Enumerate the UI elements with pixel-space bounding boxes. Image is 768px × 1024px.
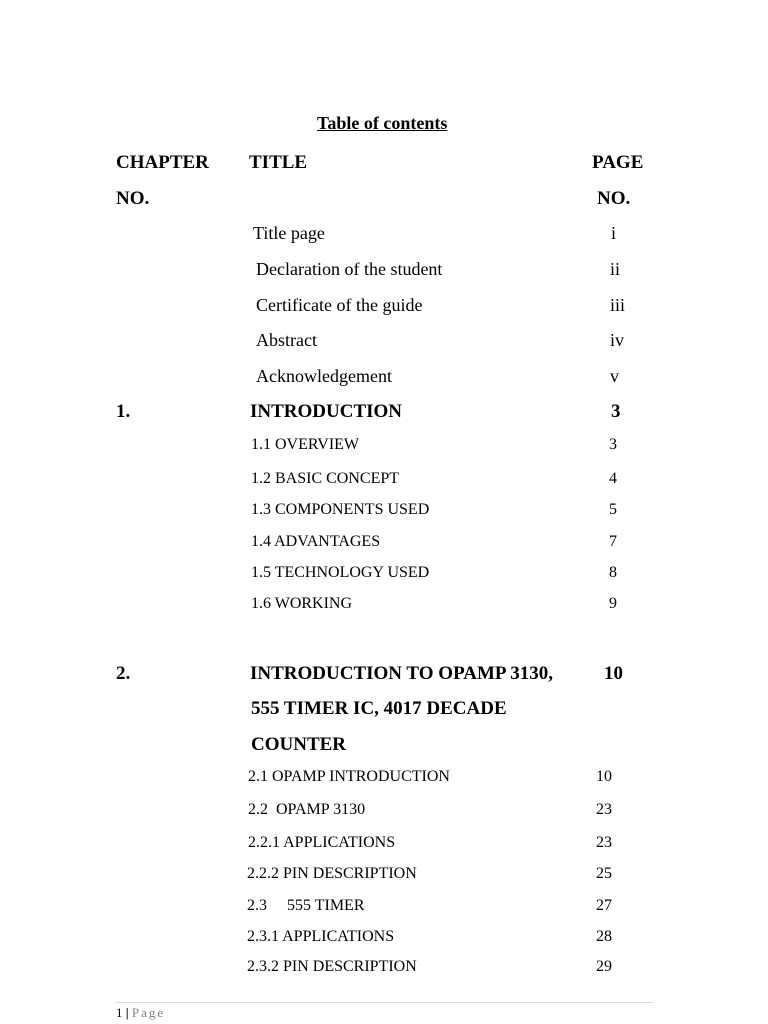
front-matter-page: iii xyxy=(610,295,626,315)
header-title: TITLE xyxy=(249,152,308,173)
section-title: 2.2.1 APPLICATIONS xyxy=(248,834,396,851)
section-page: 9 xyxy=(609,595,617,612)
chapter-title: INTRODUCTION xyxy=(250,401,403,422)
toc-title: Table of contents xyxy=(317,113,448,133)
footer-page-label: Page xyxy=(131,1005,166,1020)
section-page: 5 xyxy=(609,501,617,518)
footer-separator: | xyxy=(125,1005,129,1020)
chapter-number: 2. xyxy=(116,663,131,684)
chapter-page: 3 xyxy=(611,401,621,422)
front-matter-title: Title page xyxy=(253,223,325,243)
chapter-title-line: INTRODUCTION TO OPAMP 3130, xyxy=(250,663,553,684)
front-matter-page: ii xyxy=(610,259,621,279)
section-page: 7 xyxy=(609,533,617,550)
header-chapter-line2: NO. xyxy=(116,188,150,209)
section-page: 25 xyxy=(596,865,612,882)
section-title: 2.3 555 TIMER xyxy=(247,897,365,914)
front-matter-title: Acknowledgement xyxy=(256,366,392,386)
chapter-title-line: 555 TIMER IC, 4017 DECADE xyxy=(251,698,507,719)
header-page-line2: NO. xyxy=(597,188,631,209)
section-title: 2.3.2 PIN DESCRIPTION xyxy=(247,958,417,975)
front-matter-title: Certificate of the guide xyxy=(256,295,423,315)
section-page: 29 xyxy=(596,958,612,975)
section-title: 1.1 OVERVIEW xyxy=(251,436,360,453)
section-page: 28 xyxy=(596,928,612,945)
section-title: 2.2 OPAMP 3130 xyxy=(248,801,366,818)
front-matter-title: Declaration of the student xyxy=(256,259,443,279)
section-title: 2.3.1 APPLICATIONS xyxy=(247,928,395,945)
section-page: 23 xyxy=(596,801,612,818)
section-page: 23 xyxy=(596,834,612,851)
front-matter-page: iv xyxy=(610,330,625,350)
section-title: 2.1 OPAMP INTRODUCTION xyxy=(248,768,450,785)
section-page: 27 xyxy=(596,897,612,914)
section-page: 4 xyxy=(609,470,617,487)
header-page-line1: PAGE xyxy=(592,152,644,173)
page-footer xyxy=(116,1005,165,1021)
section-title: 1.3 COMPONENTS USED xyxy=(251,501,430,518)
header-chapter-line1: CHAPTER xyxy=(116,152,209,173)
section-page: 8 xyxy=(609,564,617,581)
chapter-page: 10 xyxy=(604,663,623,684)
section-title: 2.2.2 PIN DESCRIPTION xyxy=(247,865,417,882)
front-matter-page: v xyxy=(610,366,619,386)
front-matter-page: i xyxy=(611,223,617,243)
footer-divider xyxy=(116,1002,653,1003)
section-title: 1.2 BASIC CONCEPT xyxy=(251,470,400,487)
section-page: 3 xyxy=(609,436,617,453)
chapter-title-line: COUNTER xyxy=(251,734,347,755)
section-title: 1.4 ADVANTAGES xyxy=(251,533,381,550)
footer-page-number: 1 xyxy=(116,1005,123,1020)
section-page: 10 xyxy=(596,768,612,785)
front-matter-title: Abstract xyxy=(256,330,317,350)
chapter-number: 1. xyxy=(116,401,131,422)
section-title: 1.6 WORKING xyxy=(251,595,353,612)
section-title: 1.5 TECHNOLOGY USED xyxy=(251,564,430,581)
